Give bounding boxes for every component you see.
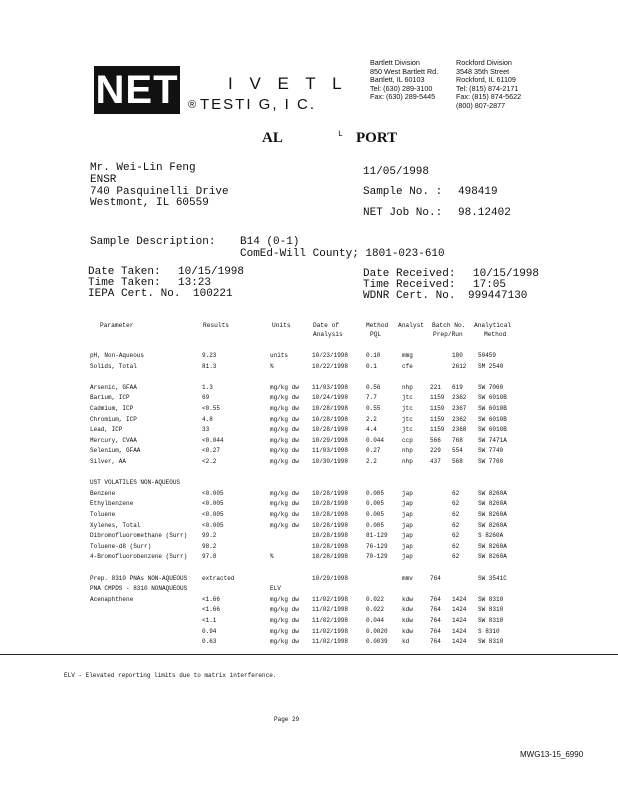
cell-analyst: jap <box>402 500 413 507</box>
cell-analyst: kdw <box>402 617 413 624</box>
col-header-units: Units <box>272 322 291 329</box>
cell-result: 81.3 <box>202 363 217 370</box>
time-received-label: Time Received: <box>363 279 456 291</box>
cell-batch-run: 1424 <box>452 596 467 603</box>
col-header-analyst: Analyst <box>398 322 424 329</box>
cell-method: SW 7471A <box>478 437 507 444</box>
cell-date: 10/29/1998 <box>312 437 349 444</box>
cell-batch-prep: 764 <box>430 628 441 635</box>
cell-date: 10/28/1998 <box>312 522 349 529</box>
cell-batch-run: 1424 <box>452 628 467 635</box>
cell-method: SW 6010B <box>478 394 507 401</box>
sample-no-value: 498419 <box>458 186 498 198</box>
cell-batch-run: 1424 <box>452 617 467 624</box>
cell-result: 0.94 <box>202 628 217 635</box>
cell-method: SW 8310 <box>478 596 504 603</box>
cell-result: <2.2 <box>202 458 217 465</box>
footnote: ELV - Elevated reporting limits due to matrix interference. <box>64 672 277 679</box>
cell-date: 11/03/1998 <box>312 447 349 454</box>
cell-date: 10/28/1998 <box>312 490 349 497</box>
cell-result: 98.2 <box>202 543 217 550</box>
cell-pql: 0.005 <box>366 511 385 518</box>
cell-date: 10/28/1998 <box>312 543 349 550</box>
cell-result: <0.044 <box>202 437 224 444</box>
cell-date: 11/02/1998 <box>312 628 349 635</box>
cell-pql: 2.2 <box>366 458 377 465</box>
cell-analyst: jap <box>402 543 413 550</box>
date-taken-label: Date Taken: <box>88 266 161 278</box>
cell-parameter: Toluene <box>90 511 116 518</box>
cell-pql: 0.044 <box>366 437 385 444</box>
cell-parameter: Chromium, ICP <box>90 416 137 423</box>
cell-batch-run: 554 <box>452 447 463 454</box>
cell-parameter: Barium, ICP <box>90 394 130 401</box>
iepa-cert-label: IEPA Cert. No. <box>88 288 181 300</box>
iepa-cert-value: 100221 <box>193 288 233 300</box>
cell-result: 69 <box>202 394 210 401</box>
cell-result: <1.1 <box>202 617 217 624</box>
cell-result: 99.2 <box>202 532 217 539</box>
cell-result: 97.8 <box>202 553 217 560</box>
report-title-mark: L <box>338 130 343 139</box>
cell-parameter: Benzene <box>90 490 116 497</box>
cell-pql: 0.0020 <box>366 628 388 635</box>
cell-pql: 76-129 <box>366 543 388 550</box>
cell-units: mg/kg dw <box>270 490 299 497</box>
cell-method: SW 7060 <box>478 384 504 391</box>
cell-batch-run: 2362 <box>452 394 467 401</box>
cell-analyst: jap <box>402 553 413 560</box>
footer-rule <box>0 654 618 655</box>
cell-date: 10/28/1998 <box>312 553 349 560</box>
cell-method: SW 7760 <box>478 458 504 465</box>
cell-units: mg/kg dw <box>270 638 299 645</box>
cell-batch-prep: 1159 <box>430 405 445 412</box>
cell-parameter: Xylenes, Total <box>90 522 141 529</box>
cell-batch-prep: 437 <box>430 458 441 465</box>
cell-batch-run: 568 <box>452 458 463 465</box>
time-taken-label: Time Taken: <box>88 277 161 289</box>
cell-batch-run: 2368 <box>452 426 467 433</box>
cell-method: SW 7740 <box>478 447 504 454</box>
cell-date: 10/29/1998 <box>312 575 349 582</box>
cell-pql: 0.27 <box>366 447 381 454</box>
cell-method: SW 6010B <box>478 405 507 412</box>
brand-line-1: I V E T L <box>228 74 348 93</box>
net-logo <box>94 66 180 114</box>
cell-batch-prep: 1159 <box>430 426 445 433</box>
cell-method: SW 8310 <box>478 638 504 645</box>
cell-analyst: jtc <box>402 426 413 433</box>
cell-date: 10/28/1998 <box>312 532 349 539</box>
cell-result: 0.63 <box>202 638 217 645</box>
cell-analyst: jtc <box>402 416 413 423</box>
col-header-results: Results <box>203 322 229 329</box>
cell-analyst: jap <box>402 522 413 529</box>
cell-date: 10/28/1998 <box>312 426 349 433</box>
cell-analyst: ccp <box>402 437 413 444</box>
page-number: Page 29 <box>274 716 300 723</box>
cell-analyst: mmv <box>402 575 413 582</box>
cell-batch-run: 2362 <box>452 416 467 423</box>
cell-analyst: jap <box>402 511 413 518</box>
sample-description-value: B14 (0-1) <box>240 236 300 248</box>
cell-batch-prep: 764 <box>430 606 441 613</box>
cell-batch-run: 2612 <box>452 363 467 370</box>
cell-pql: 0.022 <box>366 596 385 603</box>
cell-pql: 0.1 <box>366 363 377 370</box>
cell-units: mg/kg dw <box>270 606 299 613</box>
cell-units: mg/kg dw <box>270 522 299 529</box>
cell-units: mg/kg dw <box>270 437 299 444</box>
cell-date: 10/23/1998 <box>312 352 349 359</box>
sample-description-line2: ComEd-Will County; 1801-023-610 <box>240 248 445 260</box>
client-street: 740 Pasquinelli Drive <box>90 186 229 198</box>
cell-analyst: kdw <box>402 606 413 613</box>
cell-analyst: kdw <box>402 596 413 603</box>
cell-date: 10/28/1998 <box>312 511 349 518</box>
cell-batch-run: 62 <box>452 490 460 497</box>
cell-parameter: Cadmium, ICP <box>90 405 134 412</box>
job-no-value: 98.12402 <box>458 207 511 219</box>
cell-parameter: Acenaphthene <box>90 596 134 603</box>
sample-no-label: Sample No. : <box>363 186 443 198</box>
cell-analyst: jap <box>402 532 413 539</box>
bartlett-division-address: Bartlett Division 850 West Bartlett Rd. Bartlett, IL 60103 Tel: (630) 289-3100 Fax: (630) 289-5445 <box>370 58 439 102</box>
cell-batch-run: 2367 <box>452 405 467 412</box>
cell-batch-run: 180 <box>452 352 463 359</box>
cell-method: SW 8260A <box>478 522 507 529</box>
cell-batch-prep: 764 <box>430 575 441 582</box>
col-header-prep-run: Prep/Run <box>433 331 463 338</box>
cell-pql: 2.2 <box>366 416 377 423</box>
cell-date: 10/28/1998 <box>312 405 349 412</box>
cell-method: SW 8310 <box>478 617 504 624</box>
cell-units: mg/kg dw <box>270 458 299 465</box>
cell-analyst: nhp <box>402 458 413 465</box>
cell-batch-run: 1424 <box>452 638 467 645</box>
cell-batch-run: 62 <box>452 511 460 518</box>
cell-result: <0.55 <box>202 405 221 412</box>
cell-method: SW 6010B <box>478 426 507 433</box>
cell-batch-prep: 566 <box>430 437 441 444</box>
report-date: 11/05/1998 <box>363 166 430 178</box>
cell-date: 11/02/1998 <box>312 596 349 603</box>
col-header-batch-no: Batch No. <box>432 322 466 329</box>
cell-result: <0.005 <box>202 500 224 507</box>
cell-units: mg/kg dw <box>270 426 299 433</box>
cell-date: 10/28/1998 <box>312 416 349 423</box>
cell-result: 9.23 <box>202 352 217 359</box>
cell-batch-prep: 221 <box>430 384 441 391</box>
cell-method: SW 3541C <box>478 575 507 582</box>
cell-method: S 8260A <box>478 532 504 539</box>
cell-units: mg/kg dw <box>270 500 299 507</box>
cell-parameter: Silver, AA <box>90 458 127 465</box>
cell-parameter: Mercury, CVAA <box>90 437 137 444</box>
cell-units: % <box>270 553 274 560</box>
cell-parameter: Ethylbenzene <box>90 500 134 507</box>
cell-method: SW 8260A <box>478 543 507 550</box>
cell-result: <0.005 <box>202 511 224 518</box>
col-header-parameter: Parameter <box>100 322 134 329</box>
report-title-left: AL <box>262 130 283 146</box>
cell-date: 11/02/1998 <box>312 606 349 613</box>
cell-pql: 81-129 <box>366 532 388 539</box>
cell-units: % <box>270 363 274 370</box>
cell-parameter: Arsenic, GFAA <box>90 384 137 391</box>
col-header-pql: PQL <box>370 331 382 338</box>
cell-pql: 0.56 <box>366 384 381 391</box>
cell-parameter: 4-Bromofluorobenzene (Surr) <box>90 553 188 560</box>
cell-batch-run: 1424 <box>452 606 467 613</box>
cell-batch-prep: 229 <box>430 447 441 454</box>
cell-batch-run: 62 <box>452 543 460 550</box>
cell-units: ELV <box>270 585 281 592</box>
cell-result: <1.66 <box>202 606 221 613</box>
cell-pql: 0.005 <box>366 490 385 497</box>
wdnr-cert-label: WDNR Cert. No. <box>363 290 456 302</box>
cell-pql: 0.0039 <box>366 638 388 645</box>
cell-batch-run: 62 <box>452 532 460 539</box>
client-city: Westmont, IL 60559 <box>90 197 209 209</box>
logo-text: NET <box>95 68 179 112</box>
cell-units: mg/kg dw <box>270 511 299 518</box>
cell-analyst: kd <box>402 638 410 645</box>
cell-method: SW 6010B <box>478 416 507 423</box>
cell-analyst: mmg <box>402 352 413 359</box>
cell-batch-run: 619 <box>452 384 463 391</box>
sample-description-label: Sample Description: <box>90 236 216 248</box>
cell-parameter: Solids, Total <box>90 363 137 370</box>
col-header-method-2: Method <box>484 331 507 338</box>
cell-pql: 0.005 <box>366 500 385 507</box>
col-header-analytical: Analytical <box>474 322 512 329</box>
cell-parameter: Selenium, GFAA <box>90 447 141 454</box>
cell-result: 1.3 <box>202 384 213 391</box>
cell-parameter: UST VOLATILES NON-AQUEOUS <box>90 479 181 486</box>
cell-method: S 8310 <box>478 628 500 635</box>
cell-analyst: cfe <box>402 363 413 370</box>
cell-method: SW 8260A <box>478 553 507 560</box>
cell-batch-run: 62 <box>452 522 460 529</box>
cell-date: 11/02/1998 <box>312 638 349 645</box>
registered-mark: ® <box>188 99 197 111</box>
cell-analyst: jap <box>402 490 413 497</box>
cell-batch-prep: 1159 <box>430 394 445 401</box>
cell-method: SW 8260A <box>478 490 507 497</box>
date-received-label: Date Received: <box>363 268 456 280</box>
cell-date: 10/22/1998 <box>312 363 349 370</box>
document-id: MWG13-15_6990 <box>520 750 584 759</box>
cell-pql: 4.4 <box>366 426 377 433</box>
cell-pql: 7.7 <box>366 394 377 401</box>
wdnr-cert-value: 999447130 <box>468 290 528 302</box>
col-header-method: Method <box>366 322 389 329</box>
cell-method: SW 8260A <box>478 500 507 507</box>
cell-units: mg/kg dw <box>270 596 299 603</box>
cell-method: SW 8310 <box>478 606 504 613</box>
client-company: ENSR <box>90 174 117 186</box>
report-title-right: PORT <box>356 130 398 146</box>
cell-pql: 0.005 <box>366 522 385 529</box>
cell-batch-prep: 764 <box>430 617 441 624</box>
cell-method: 50459 <box>478 352 497 359</box>
cell-batch-prep: 1159 <box>430 416 445 423</box>
cell-date: 10/24/1998 <box>312 394 349 401</box>
cell-batch-run: 768 <box>452 437 463 444</box>
cell-parameter: Toluene-d8 (Surr) <box>90 543 152 550</box>
cell-date: 10/28/1998 <box>312 500 349 507</box>
cell-parameter: Prep. 8310 PNAs NON-AQUEOUS <box>90 575 188 582</box>
cell-units: mg/kg dw <box>270 394 299 401</box>
cell-date: 11/02/1998 <box>312 617 349 624</box>
cell-units: mg/kg dw <box>270 617 299 624</box>
cell-result: 33 <box>202 426 210 433</box>
cell-pql: 70-129 <box>366 553 388 560</box>
cell-result: <0.27 <box>202 447 221 454</box>
col-header-analysis: Analysis <box>313 331 343 338</box>
cell-analyst: jtc <box>402 405 413 412</box>
cell-parameter: PNA CMPDS - 8310 NONAQUEOUS <box>90 585 188 592</box>
cell-parameter: Lead, ICP <box>90 426 123 433</box>
cell-units: mg/kg dw <box>270 416 299 423</box>
cell-units: mg/kg dw <box>270 405 299 412</box>
rockford-division-address: Rockford Division 3548 35th Street Rockford, IL 61109 Tel: (815) 874-2171 Fax: (815) 874-5622 (800) 807-2877 <box>456 58 522 110</box>
cell-batch-prep: 764 <box>430 596 441 603</box>
cell-analyst: kdw <box>402 628 413 635</box>
cell-result: <0.005 <box>202 490 224 497</box>
cell-batch-prep: 764 <box>430 638 441 645</box>
cell-units: units <box>270 352 289 359</box>
brand-line-2: TESTI G, I C. <box>200 96 317 113</box>
cell-analyst: jtc <box>402 394 413 401</box>
time-taken-value: 13:23 <box>178 277 212 289</box>
cell-units: mg/kg dw <box>270 447 299 454</box>
job-no-label: NET Job No.: <box>363 207 443 219</box>
cell-date: 11/03/1998 <box>312 384 349 391</box>
client-name: Mr. Wei-Lin Feng <box>90 162 196 174</box>
cell-batch-run: 62 <box>452 500 460 507</box>
cell-parameter: Dibromofluoromethane (Surr) <box>90 532 188 539</box>
cell-date: 10/30/1998 <box>312 458 349 465</box>
cell-pql: 0.044 <box>366 617 385 624</box>
cell-result: <1.66 <box>202 596 221 603</box>
cell-pql: 0.022 <box>366 606 385 613</box>
date-taken-value: 10/15/1998 <box>178 266 245 278</box>
cell-result: <0.005 <box>202 522 224 529</box>
date-received-value: 10/15/1998 <box>473 268 540 280</box>
time-received-value: 17:05 <box>473 279 507 291</box>
cell-pql: 0.55 <box>366 405 381 412</box>
cell-result: 4.8 <box>202 416 213 423</box>
cell-result: extracted <box>202 575 235 582</box>
cell-units: mg/kg dw <box>270 384 299 391</box>
cell-method: SM 2540 <box>478 363 504 370</box>
cell-analyst: nhp <box>402 384 413 391</box>
col-header-date-of: Date of <box>313 322 339 329</box>
cell-units: mg/kg dw <box>270 628 299 635</box>
cell-parameter: pH, Non-Aqueous <box>90 352 145 359</box>
cell-analyst: nhp <box>402 447 413 454</box>
cell-pql: 0.10 <box>366 352 381 359</box>
cell-batch-run: 62 <box>452 553 460 560</box>
cell-method: SW 8260A <box>478 511 507 518</box>
